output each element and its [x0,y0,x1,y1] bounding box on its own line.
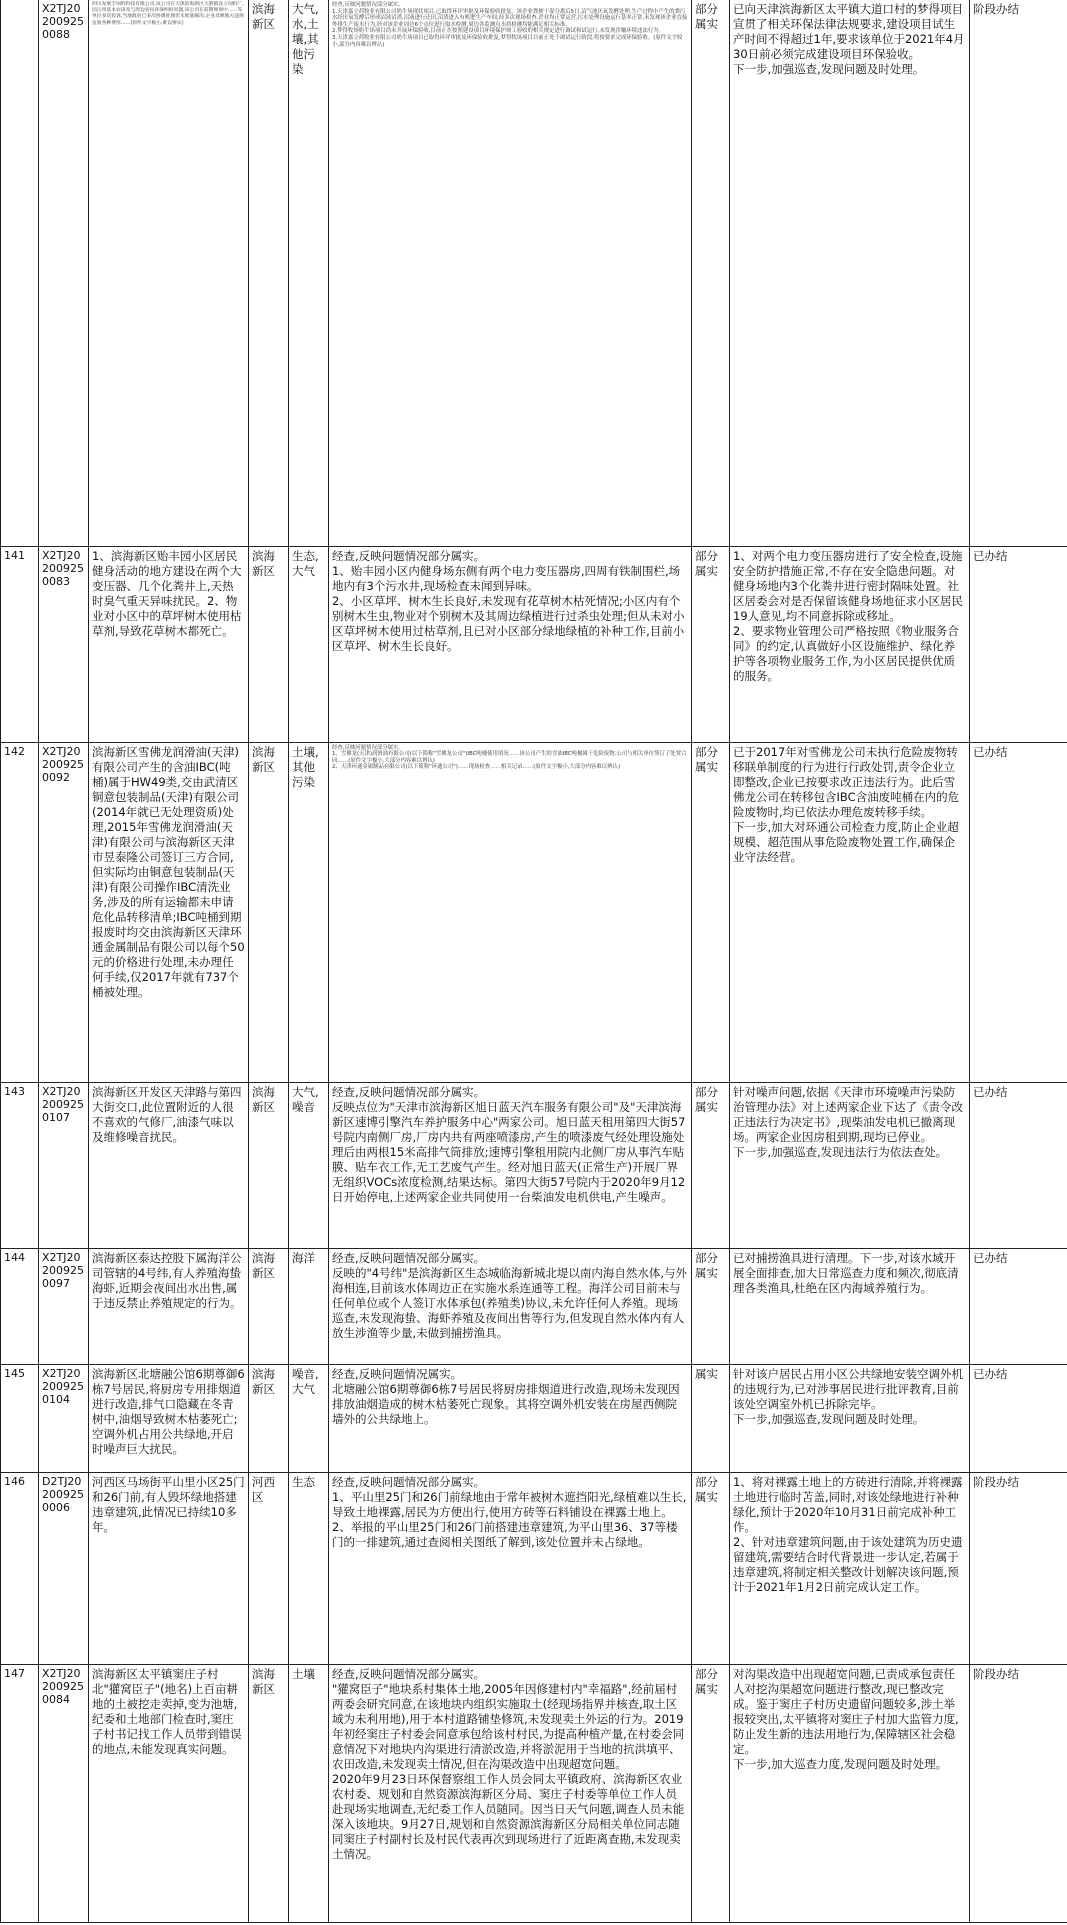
investigation-result: 经查,反映问题情况部分属实。 1、雪佛龙(天津)润滑油有限公司(以下简称"雪佛龙公司")IBC吨桶使用情况……该公司产生的含油IBC吨桶属于危险废物,公司与相关单位签订了处置合同……(原件文字极小,大部分内容难以辨认) 2、天津环通金属制品有限公司(以下简称"环通公司")……现场检查……相关记录……(原件文字极小,大部分内容难以辨认) [329,742,692,1082]
case-number: 141 [1,546,39,742]
verification-status: 部分属实 [692,1248,730,1364]
case-id: X2TJ202009250088 [39,0,89,546]
table-row [1,1364,1067,1472]
handling-status: 已办结 [970,546,1067,742]
rectification-measures: 1、对两个电力变压器房进行了安全检查,设施安全防护措施正常,不存在安全隐患问题。对健身场地内3个化粪井进行密封隔味处置。社区居委会对是否保留该健身场地征求小区居民19人意见,均不同意拆除或移址。 2、要求物业管理公司严格按照《物业服务合同》的约定,认真做好小区设施维护、绿化养护等各项物业服务工作,为小区居民提供优质的服务。 [730,546,970,742]
rectification-measures: 针对噪声问题,依据《天津市环境噪声污染防治管理办法》对上述两家企业下达了《责令改正违法行为决定书》,现柴油发电机已撤离现场。两家企业因房租到期,现均已停业。 下一步,加强巡查,发现违法行为依法查处。 [730,1082,970,1248]
handling-status: 阶段办结 [970,1664,1067,1922]
handling-status: 阶段办结 [970,0,1067,546]
table-row [1,1082,1067,1248]
case-number: 142 [1,742,39,1082]
handling-status: 已办结 [970,1248,1067,1364]
complaint-description: 滨海新区泰达控股下属海洋公司管辖的4号纬,有人养殖海蛰海虾,近期会夜间出水出售,属于违反禁止养殖规定的行为。 [89,1248,249,1364]
table-row [1,1472,1067,1664]
administrative-area: 滨海新区 [249,742,289,1082]
verification-status: 部分属实 [692,546,730,742]
verification-status: 属实 [692,1364,730,1472]
case-id: X2TJ202009250084 [39,1664,89,1922]
administrative-area: 滨海新区 [249,1664,289,1922]
verification-status: 部分属实 [692,0,730,546]
investigation-result: 经查,反映问题情况部分属实。 反映点位为"天津市滨海新区旭日蓝天汽车服务有限公司"及"天津滨海新区速博引擎汽车养护服务中心"两家公司。旭日蓝天租用第四大街57号院内南侧厂房,厂房内共有两座喷漆房,产生的喷漆废气经处理设施处理后由两根15米高排气筒排放;速博引擎租用院内北侧厂房从事汽车贴膜、贴车衣工作,无工艺废气产生。经对旭日蓝天(正常生产)开展厂界无组织VOCs浓度检测,结果达标。第四大街57号院内于2020年9月12日开始停电,上述两家企业共同使用一台柴油发电机供电,产生噪声。 [329,1082,692,1248]
investigation-result: 经查,反映问题情况属实。 北塘融公馆6期尊御6栋7号居民将厨房排烟道进行改造,现场未发现因排放油烟造成的树木枯萎死亡现象。其将空调外机安装在房屋西侧院墙外的公共绿地上。 [329,1364,692,1472]
case-id: D2TJ202009250006 [39,1472,89,1664]
administrative-area: 滨海新区 [249,546,289,742]
complaint-description: 滨海新区太平镇窦庄子村北"獾窝臣子"(地名)上百亩耕地的土被挖走卖掉,变为池塘,纪委和土地部门检查时,窦庄子村书记找工作人员带到错误的地点,未能发现真实问题。 [89,1664,249,1922]
complaint-description: 滨海新区开发区天津路与第四大街交口,此位置附近的人很不喜欢的气修厂,油漆气味以及维修噪音扰民。 [89,1082,249,1248]
administrative-area: 滨海新区 [249,1082,289,1248]
complaint-description: 四川发展丰饲料科技有限公司,该公司在天津滨海新区大港镇设立饲料厂,因占用基本农田及与周边居民环保纠纷问题,该公司在前期规划中……等单位多次投诉,当地政府已多次协调处理但未彻底解决;企业反映地方违规征收各种费用……(原件文字极小,难以辨认) [89,0,249,546]
investigation-result: 经查,反映问题情况部分属实。 "獾窝臣子"地块系村集体土地,2005年因修建村内"幸福路",经前届村两委会研究同意,在该地块内组织实施取土(经现场指界并核查,取土区域为未利用地),用于本村道路铺垫修筑,未发现卖土外运的行为。2019年初经窦庄子村委会同意承包给该村村民,为提高种植产量,在村委会同意情况下对地块内沟渠进行清淤改造,并将淤泥用于当地的抗洪填平、农田改造,未发现卖土情况,但在沟渠改造中出现超宽问题。 2020年9月23日环保督察组工作人员会同太平镇政府、滨海新区农业农村委、规划和自然资源滨海新区分局、窦庄子村委等单位工作人员赴现场实地调查,无纪委工作人员随同。因当日天气问题,调查人员未能深入该地块。9月27日,规划和自然资源滨海新区分局相关单位同志随同窦庄子村副村长及村民代表再次到现场进行了近距离查勘,未发现卖土情况。 [329,1664,692,1922]
handling-status: 已办结 [970,1082,1067,1248]
rectification-measures: 对沟渠改造中出现超宽问题,已责成承包责任人对挖沟渠超宽问题进行整改,现已整改完成。鉴于窦庄子村历史遗留问题较多,涉土举报较突出,太平镇将对窦庄子村加大监管力度,防止发生新的违法用地行为,保障辖区社会稳定。 下一步,加大巡查力度,发现问题及时处理。 [730,1664,970,1922]
table-row [1,1248,1067,1364]
pollution-type: 生态 [289,1472,329,1664]
table-row [1,0,1067,546]
administrative-area: 河西区 [249,1472,289,1664]
verification-status: 部分属实 [692,1082,730,1248]
case-id: X2TJ202009250097 [39,1248,89,1364]
administrative-area: 滨海新区 [249,1364,289,1472]
case-number [1,0,39,546]
pollution-type: 土壤,其他污染 [289,742,329,1082]
complaint-description: 滨海新区雪佛龙润滑油(天津)有限公司产生的含油IBC(吨桶)属于HW49类,交由武清区铜意包装制品(天津)有限公司(2014年就已无处理资质)处理,2015年雪佛龙润滑油(天津)有限公司与滨海新区天津市昱泰隆公司签订三方合同,但实际均由铜意包装制品(天津)有限公司操作IBC清洗业务,涉及的所有运输都未申请危化品转移清单;IBC吨桶到期报废时均交由滨海新区天津环通金属制品有限公司以每个50元的价格进行处理,未办理任何手续,仅2017年就有737个桶被处理。 [89,742,249,1082]
handling-status: 已办结 [970,742,1067,1082]
investigation-result: 经查,反映问题情况部分属实。 1.天津嘉立荷牧业有限公司奶牛场现状项目,已取得环评审批及环保验收批复。该企业粪便干湿分离后5日,沼气池厌氧发酵处理,生产过程中产生的粪污水经厌氧发酵后形成沼液沼渣,沼液进行还田,沼渣进入有机肥生产车间,经多次现场检查,企业均正常运营,污水处理设施运行基本正常,未发现该企业直接外排生产废水行为,经对该企业周边6个点位进行取水检测,周边各监测点水质检测均能满足相关标准。 2.梦得牧场奶牛场项目尚未开展环保验收,目前正在按照建设项目环境保护竣工验收的相关规定进行调试和试运行,未发现涉嫌环境违法行为。 3.天津嘉立荷牧业有限公司奶牛场项目已取得环评审批及环保验收批复,梦得牧场项目目前正处于调试运行阶段,将按要求完成环保验收。(原件文字较小,部分内容难以辨认) [329,0,692,546]
rectification-measures: 已对捕捞渔具进行清理。下一步,对该水域开展全面排查,加大日常巡查力度和频次,彻底清理各类渔具,杜绝在区内海域养殖行为。 [730,1248,970,1364]
pollution-type: 海洋 [289,1248,329,1364]
investigation-result: 经查,反映问题情况部分属实。 1、贻丰园小区内健身场东侧有两个电力变压器房,四周有铁制围栏,场地内有3个污水井,现场检查未闻到异味。 2、小区草坪、树木生长良好,未发现有花草树木枯死情况;小区内有个别树木生虫,物业对个别树木及其周边绿植进行过杀虫处理;但从未对小区草坪树木使用过枯草剂,且已对小区部分绿地绿植的补种工作,目前小区草坪、树木生长良好。 [329,546,692,742]
complaint-description: 1、滨海新区贻丰园小区居民健身活动的地方建设在两个大变压器、几个化粪井上,天热时臭气重天异味扰民。2、物业对小区中的草坪树木使用枯草剂,导致花草树木都死亡。 [89,546,249,742]
complaint-description: 滨海新区北塘融公馆6期尊御6栋7号居民,将厨房专用排烟道进行改造,排气口隐藏在冬青树中,油烟导致树木枯萎死亡;空调外机占用公共绿地,开启时噪声巨大扰民。 [89,1364,249,1472]
rectification-measures: 针对该户居民占用小区公共绿地安装空调外机的违规行为,已对涉事居民进行批评教育,目前该处空调室外机已拆除完毕。 下一步,加强巡查,发现问题及时处理。 [730,1364,970,1472]
table-row [1,1664,1067,1922]
administrative-area: 滨海新区 [249,1248,289,1364]
verification-status: 部分属实 [692,1472,730,1664]
pollution-type: 生态,大气 [289,546,329,742]
pollution-type: 大气,噪音 [289,1082,329,1248]
rectification-measures: 已向天津滨海新区太平镇大道口村的梦得项目宣贯了相关环保法律法规要求,建设项目试生产时间不得超过1年,要求该单位于2021年4月30日前必须完成建设项目环保验收。 下一步,加强巡查,发现问题及时处理。 [730,0,970,546]
administrative-area: 滨海新区 [249,0,289,546]
case-id: X2TJ202009250107 [39,1082,89,1248]
table-row [1,546,1067,742]
complaint-description: 河西区马场街平山里小区25门和26门前,有人毁坏绿地搭建违章建筑,此情况已持续10多年。 [89,1472,249,1664]
pollution-type: 噪音,大气 [289,1364,329,1472]
handling-status: 阶段办结 [970,1472,1067,1664]
case-number: 144 [1,1248,39,1364]
case-id: X2TJ202009250092 [39,742,89,1082]
rectification-measures: 已于2017年对雪佛龙公司未执行危险废物转移联单制度的行为进行行政处罚,责令企业立即整改,企业已按要求改正违法行为。此后雪佛龙公司在转移包含IBC含油废吨桶在内的危险废物时,均已依法办理危废转移手续。 下一步,加大对环通公司检查力度,防止企业超规模、超范围从事危险废物处置工作,确保企业守法经营。 [730,742,970,1082]
case-id: X2TJ202009250083 [39,546,89,742]
case-number: 145 [1,1364,39,1472]
handling-status: 已办结 [970,1364,1067,1472]
verification-status: 部分属实 [692,742,730,1082]
case-number: 146 [1,1472,39,1664]
investigation-result: 经查,反映问题情况部分属实。 1、平山里25门和26门前绿地由于常年被树木遮挡阳光,绿植难以生长,导致土地裸露,居民为方便出行,使用方砖等石料铺设在裸露土地上。 2、举报的平山里25门和26门前搭建违章建筑,为平山里36、37等楼门的一排建筑,通过查阅相关图纸了解到,该处位置并未占绿地。 [329,1472,692,1664]
rectification-measures: 1、将对裸露土地上的方砖进行清除,并将裸露土地进行临时苫盖,同时,对该处绿地进行补种绿化,预计于2020年10月31日前完成补种工作。 2、针对违章建筑问题,由于该处建筑为历史遗留建筑,需要结合时代背景进一步认定,若属于违章建筑,将制定相关整改计划解决该问题,预计于2021年1月2日前完成认定工作。 [730,1472,970,1664]
pollution-type: 大气,水,土壤,其他污染 [289,0,329,546]
verification-status: 部分属实 [692,1664,730,1922]
pollution-type: 土壤 [289,1664,329,1922]
case-id: X2TJ202009250104 [39,1364,89,1472]
case-number: 147 [1,1664,39,1922]
investigation-result: 经查,反映问题情况部分属实。 反映的"4号纬"是滨海新区生态城临海新城北堤以南内海自然水体,与外海相连,目前该水体周边正在实施水系连通等工程。海洋公司目前未与任何单位或个人签订水体承包(养殖类)协议,未允许任何人养殖。现场巡查,未发现海蛰、海虾养殖及夜间出售等行为,但发现自然水体内有人放生涉渔等少量,未做到捕捞渔具。 [329,1248,692,1364]
case-number: 143 [1,1082,39,1248]
table-row [1,742,1067,1082]
